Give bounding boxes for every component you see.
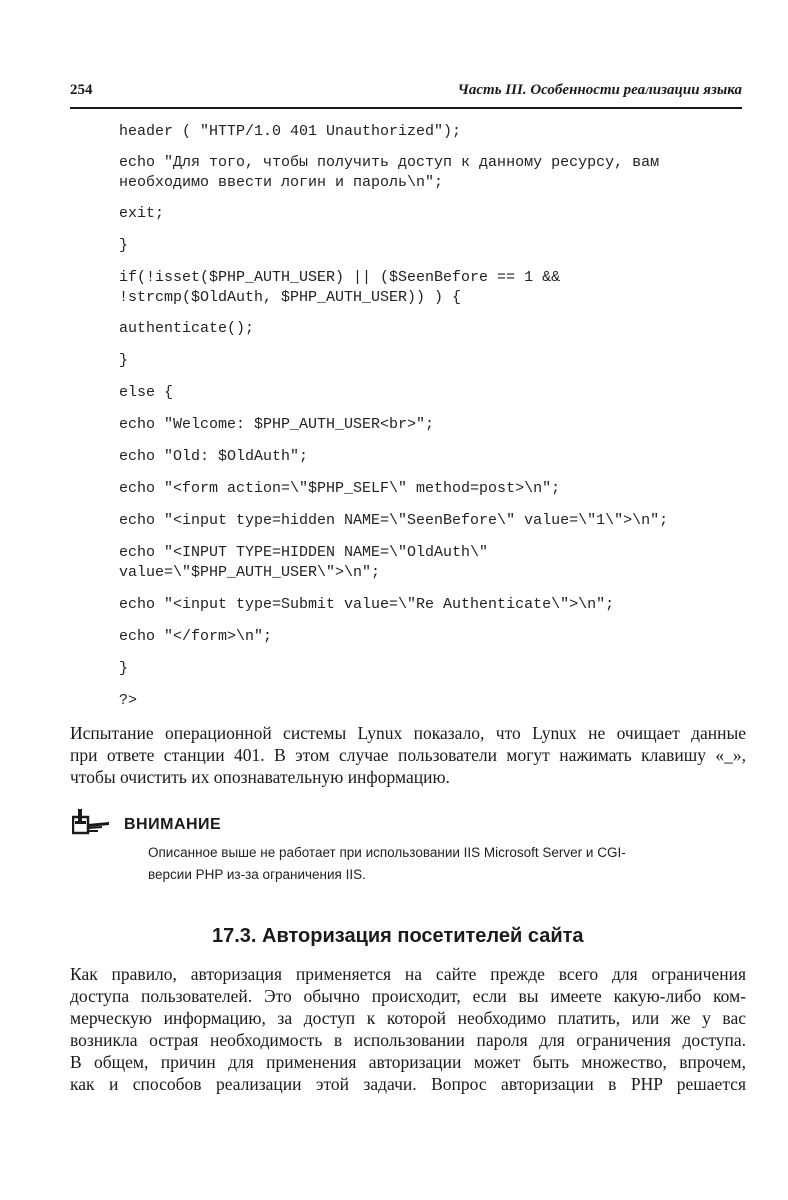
paragraph-line: при ответе станции 401. В этом случае пользователи могут нажимать клавишу «_», <box>70 745 746 765</box>
code-line: } <box>119 237 129 254</box>
code-line: } <box>119 660 129 677</box>
pointing-hand-icon <box>72 808 112 836</box>
paragraph-line: мерческую информацию, за доступ к которой необходимо платить, или же у вас <box>70 1008 746 1028</box>
code-line: echo "<form action=\"$PHP_SELF\" method=post>\n"; <box>119 480 561 497</box>
note-line: версии PHP из-за ограничения IIS. <box>148 867 366 882</box>
body-paragraph <box>70 963 746 1095</box>
code-line: authenticate(); <box>119 320 255 337</box>
paragraph-line: В общем, причин для применения авторизации может быть множество, впрочем, <box>70 1052 746 1072</box>
code-line: else { <box>119 384 174 401</box>
paragraph-line: возникла острая необходимость в использовании пароля для ограничения доступа. <box>70 1030 746 1050</box>
body-paragraph <box>70 722 746 788</box>
code-line: } <box>119 352 129 369</box>
code-line: value=\"$PHP_AUTH_USER\">\n"; <box>119 564 381 581</box>
header-rule <box>70 107 742 109</box>
note-line: Описанное выше не работает при использовании IIS Microsoft Server и CGI- <box>148 845 626 860</box>
code-line: ?> <box>119 692 138 709</box>
code-line: echo "<input type=Submit value=\"Re Authenticate\">\n"; <box>119 596 615 613</box>
code-line: echo "Для того, чтобы получить доступ к данному ресурсу, вам <box>119 154 660 171</box>
code-listing <box>119 122 759 711</box>
note-title: ВНИМАНИЕ <box>124 816 222 833</box>
paragraph-line: чтобы очистить их опознавательную информацию. <box>70 767 450 787</box>
code-line: echo "Old: $OldAuth"; <box>119 448 309 465</box>
page-header <box>70 82 742 102</box>
code-line: header ( "HTTP/1.0 401 Unauthorized"); <box>119 123 462 140</box>
code-line: echo "Welcome: $PHP_AUTH_USER<br>"; <box>119 416 435 433</box>
paragraph-line: Как правило, авторизация применяется на сайте прежде всего для ограничения <box>70 964 746 984</box>
code-line: необходимо ввести логин и пароль\n"; <box>119 174 444 191</box>
code-line: echo "<input type=hidden NAME=\"SeenBefore\" value=\"1\">\n"; <box>119 512 669 529</box>
running-title: Часть III. Особенности реализации языка <box>457 82 742 98</box>
paragraph-line: доступа пользователей. Это обычно происходит, если вы имеете какую-либо ком- <box>70 986 746 1006</box>
paragraph-line: как и способов реализации этой задачи. Вопрос авторизации в PHP решается <box>70 1074 746 1094</box>
page-number: 254 <box>70 82 93 98</box>
code-line: exit; <box>119 205 165 222</box>
paragraph-line: Испытание операционной системы Lynux показало, что Lynux не очищает данные <box>70 723 746 743</box>
section-heading: 17.3. Авторизация посетителей сайта <box>212 925 584 947</box>
code-line: echo "<INPUT TYPE=HIDDEN NAME=\"OldAuth\" <box>119 544 489 561</box>
code-line: if(!isset($PHP_AUTH_USER) || ($SeenBefore == 1 && <box>119 269 561 286</box>
code-line: echo "</form>\n"; <box>119 628 273 645</box>
note-text <box>148 842 748 886</box>
code-line: !strcmp($OldAuth, $PHP_AUTH_USER)) ) { <box>119 289 462 306</box>
